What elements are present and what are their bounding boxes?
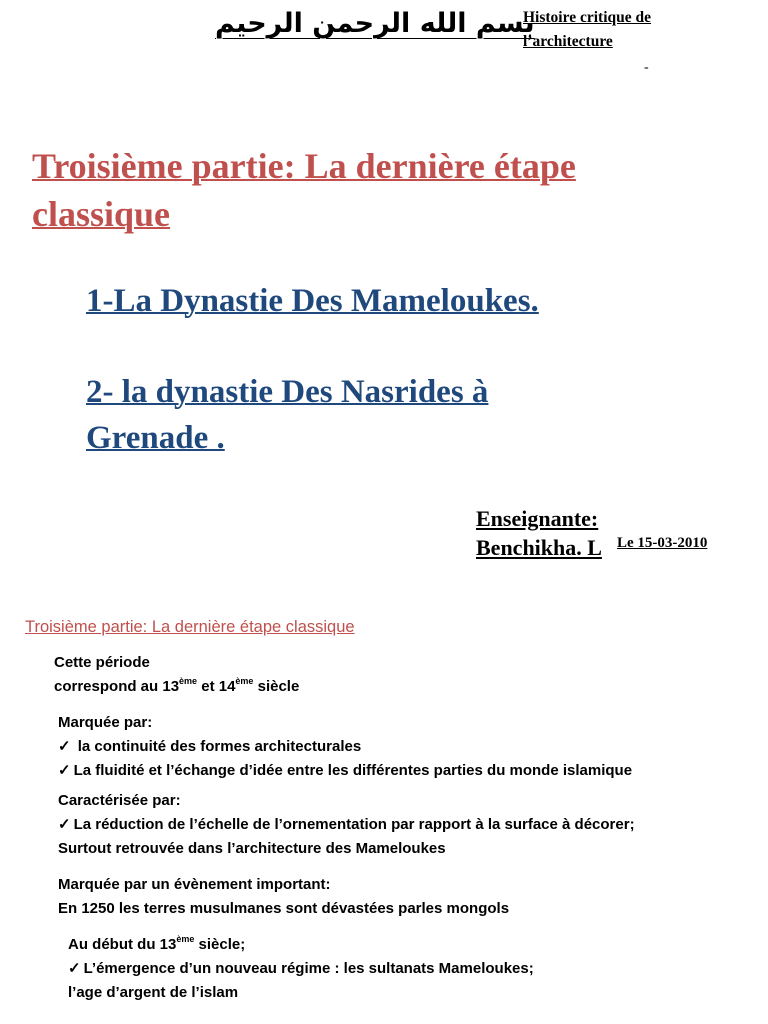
- debut-label: [68, 933, 534, 957]
- debut-text-pre: Au début du 13: [68, 936, 177, 953]
- check-icon: ✓: [58, 816, 71, 833]
- period-sup2: ème: [235, 676, 254, 686]
- dash-mark: -: [644, 60, 649, 75]
- debut-text-post: siècle;: [194, 936, 246, 953]
- debut-item-1-text: L’émergence d’un nouveau régime : les sultanats Mameloukes;: [83, 960, 534, 977]
- marquee-label: Marquée par:: [58, 714, 153, 731]
- caracterisee-line-2: Surtout retrouvée dans l’architecture des Mameloukes: [58, 840, 446, 857]
- debut-block: [68, 933, 534, 1005]
- teacher-block: [476, 504, 602, 562]
- caracterisee-label: Caractérisée par:: [58, 792, 181, 809]
- caracterisee-item-1-text: La réduction de l’échelle de l’ornementation par rapport à la surface à décorer;: [73, 816, 635, 833]
- check-icon: ✓: [58, 762, 71, 779]
- section-title: Troisième partie: La dernière étape classique: [25, 618, 355, 636]
- check-icon: ✓: [58, 738, 71, 755]
- topic-nasrides: [86, 369, 488, 461]
- course-title-line1: Histoire critique de: [523, 9, 651, 26]
- period-sup1: ème: [179, 676, 198, 686]
- marquee-item-1-text: la continuité des formes architecturales: [73, 738, 362, 755]
- main-title-line1: Troisième partie: La dernière étape: [32, 146, 576, 186]
- teacher-name: Benchikha. L: [476, 535, 602, 560]
- marquee-item-1: [58, 735, 632, 759]
- event-label: Marquée par un évènement important:: [58, 876, 331, 893]
- topic-nasrides-line2: Grenade .: [86, 420, 225, 456]
- topic-mameloukes: 1-La Dynastie Des Mameloukes.: [86, 283, 539, 319]
- basmala-heading: بسم الله الرحمن الرحيم: [215, 8, 535, 39]
- period-line1: Cette période: [54, 654, 150, 671]
- event-line: En 1250 les terres musulmanes sont dévastées parles mongols: [58, 900, 510, 917]
- debut-line-2: l’age d’argent de l’islam: [68, 984, 239, 1001]
- period-block: [54, 651, 299, 699]
- caracterisee-item-1: [58, 813, 635, 837]
- teacher-label: Enseignante:: [476, 506, 599, 531]
- debut-item-1: [68, 957, 534, 981]
- period-text-post: siècle: [253, 678, 300, 695]
- marquee-block: [58, 711, 632, 783]
- main-title: [32, 142, 576, 238]
- period-text-mid: et 14: [197, 678, 236, 695]
- check-icon: ✓: [68, 960, 81, 977]
- period-text-pre: correspond au 13: [54, 678, 180, 695]
- course-title-line2: l’architecture: [523, 33, 613, 50]
- marquee-item-2-text: La fluidité et l’échange d’idée entre les différentes parties du monde islamique: [73, 762, 633, 779]
- caracterisee-block: [58, 789, 635, 861]
- event-block: [58, 873, 509, 921]
- marquee-item-2: [58, 759, 632, 783]
- topic-nasrides-line1: 2- la dynastie Des Nasrides à: [86, 374, 489, 410]
- period-line2: [54, 675, 299, 699]
- debut-sup: ème: [176, 934, 195, 944]
- course-title: [523, 6, 651, 54]
- main-title-line2: classique: [32, 194, 171, 234]
- lecture-date: Le 15-03-2010: [617, 535, 708, 551]
